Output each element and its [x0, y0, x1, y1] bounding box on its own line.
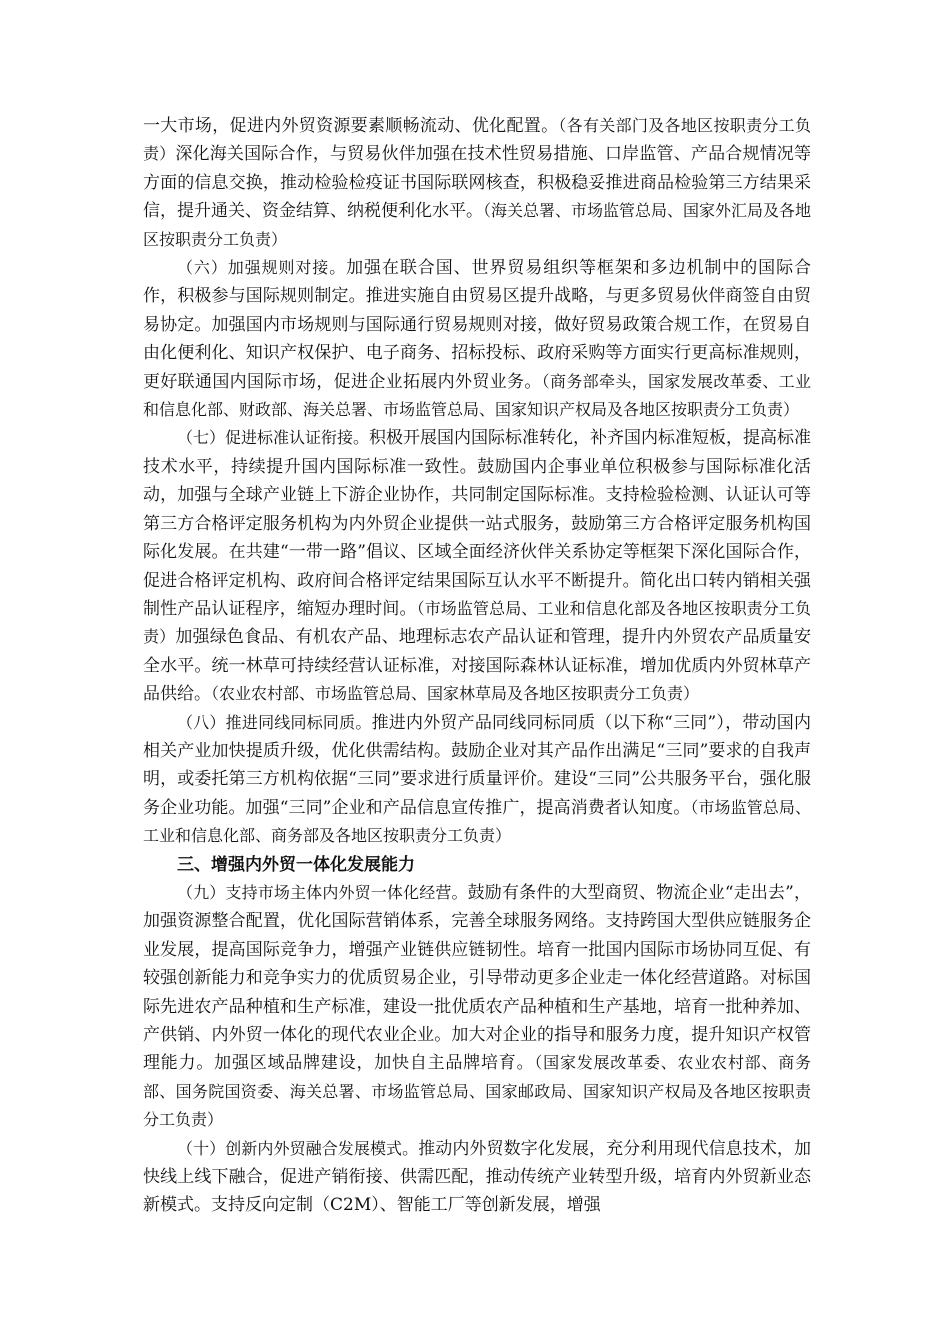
responsibility-note: （国家发展改革委、农业农村部、商务部、国务院国资委、海关总署、市场监管总局、国家邮政局、国家知识产权局及各地区按职责分工负责）: [143, 1053, 811, 1130]
paragraph-market-entities: [143, 879, 811, 1135]
paragraph-text: 一大市场，促进内外贸资源要素顺畅流动、优化配置。: [143, 116, 559, 136]
paragraph-text: 鼓励有条件的大型商贸、物流企业“走出去”，加强资源整合配置，优化国际营销体系，完善全球服务网络。支持跨国大型供应链服务企业发展，提高国际竞争力，增强产业链供应链韧性。培育一批国内国际市场协同互促、有较强创新能力和竞争实力的优质贸易企业，引导带动更多企业走一体化经营道路。对标国际先进农产品种植和生产标准，建设一批优质农产品种植和生产基地，培育一批种养加、产供销、内外贸一体化的现代农业企业。加大对企业的指导和服务力度，提升知识产权管理能力。加强区域品牌建设，加快自主品牌培育。: [143, 882, 811, 1074]
paragraph-label: （六）加强规则对接。: [177, 258, 347, 278]
paragraph-same-line-standard-quality: [143, 709, 811, 851]
paragraph-rules-alignment: [143, 254, 811, 424]
paragraph-standards-certification: [143, 424, 811, 708]
section-heading: 三、增强内外贸一体化发展能力: [177, 854, 415, 875]
paragraph-text: 加强在联合国、世界贸易组织等框架和多边机制中的国际合作，积极参与国际规则制定。推进实施自由贸易区提升战略，与更多贸易伙伴商签自由贸易协定。加强国内市场规则与国际通行贸易规则对接，做好贸易政策合规工作，在贸易自由化便利化、知识产权保护、电子商务、招标投标、政府采购等方面实行更高标准规则，更好联通国内国际市场，促进企业拓展内外贸业务。: [143, 258, 811, 392]
responsibility-note: （海关总署、市场监管总局、国家外汇局及各地区按职责分工负责）: [143, 201, 812, 249]
paragraph-label: （九）支持市场主体内外贸一体化经营。: [177, 882, 468, 902]
responsibility-note: （各有关部门及各地区按职责分工负责）: [143, 116, 811, 164]
responsibility-note: （市场监管总局、工业和信息化部、商务部及各地区按职责分工负责）: [143, 797, 811, 846]
document-page: [143, 112, 811, 1220]
paragraph-label: （七）促进标准认证衔接。: [177, 428, 370, 448]
paragraph-integration-models: [143, 1135, 811, 1220]
paragraph-text: 深化海关国际合作，与贸易伙伴加强在技术性贸易措施、口岸监管、产品合规情况等方面的信息交换，推动检验检疫证书国际联网核查，积极稳妥推进商品检验第三方结果采信，提升通关、资金结算、纳税便利化水平。: [143, 144, 811, 222]
responsibility-note: （农业农村部、市场监管总局、国家林草局及各地区按职责分工负责）: [211, 684, 700, 704]
paragraph-text: 推动内外贸数字化发展，充分利用现代信息技术，加快线上线下融合，促进产销衔接、供需匹配，推动传统产业转型升级，培育内外贸新业态新模式。支持反向定制（C2M）、智能工厂等创新发展，增强: [143, 1138, 811, 1216]
paragraph-label: （八）推进同线同标同质。: [177, 712, 372, 732]
paragraph-text: 加强绿色食品、有机农产品、地理标志农产品认证和管理，提升内外贸农产品质量安全水平。统一林草可持续经营认证标准，对接国际森林认证标准，增加优质内外贸林草产品供给。: [143, 627, 811, 705]
paragraph-text: 积极开展国内国际标准转化，补齐国内标准短板，提高标准技术水平，持续提升国内国际标准一致性。鼓励国内企事业单位积极参与国际标准化活动，加强与全球产业链上下游企业协作，共同制定国际标准。支持检验检测、认证认可等第三方合格评定服务机构为内外贸企业提供一站式服务，鼓励第三方合格评定服务机构国际化发展。在共建“一带一路”倡议、区域全面经济伙伴关系协定等框架下深化国际合作，促进合格评定机构、政府间合格评定结果国际互认水平不断提升。简化出口转内销相关强制性产品认证程序，缩短办理时间。: [143, 428, 812, 619]
paragraph-text: 推进内外贸产品同线同标同质（以下称“三同”），带动国内相关产业加快提质升级，优化供需结构。鼓励企业对其产品作出满足“三同”要求的自我声明，或委托第三方机构依据“三同”要求进行质量评价。建设“三同”公共服务平台，强化服务企业功能。加强“三同”企业和产品信息宣传推广，提高消费者认知度。: [143, 712, 811, 818]
responsibility-note: （市场监管总局、工业和信息化部及各地区按职责分工负责）: [143, 598, 811, 647]
paragraph-label: （十）创新内外贸融合发展模式。: [177, 1138, 419, 1158]
responsibility-note: （商务部牵头，国家发展改革委、工业和信息化部、财政部、海关总署、市场监管总局、国家知识产权局及各地区按职责分工负责）: [143, 371, 811, 420]
paragraph-continuation: [143, 112, 811, 254]
